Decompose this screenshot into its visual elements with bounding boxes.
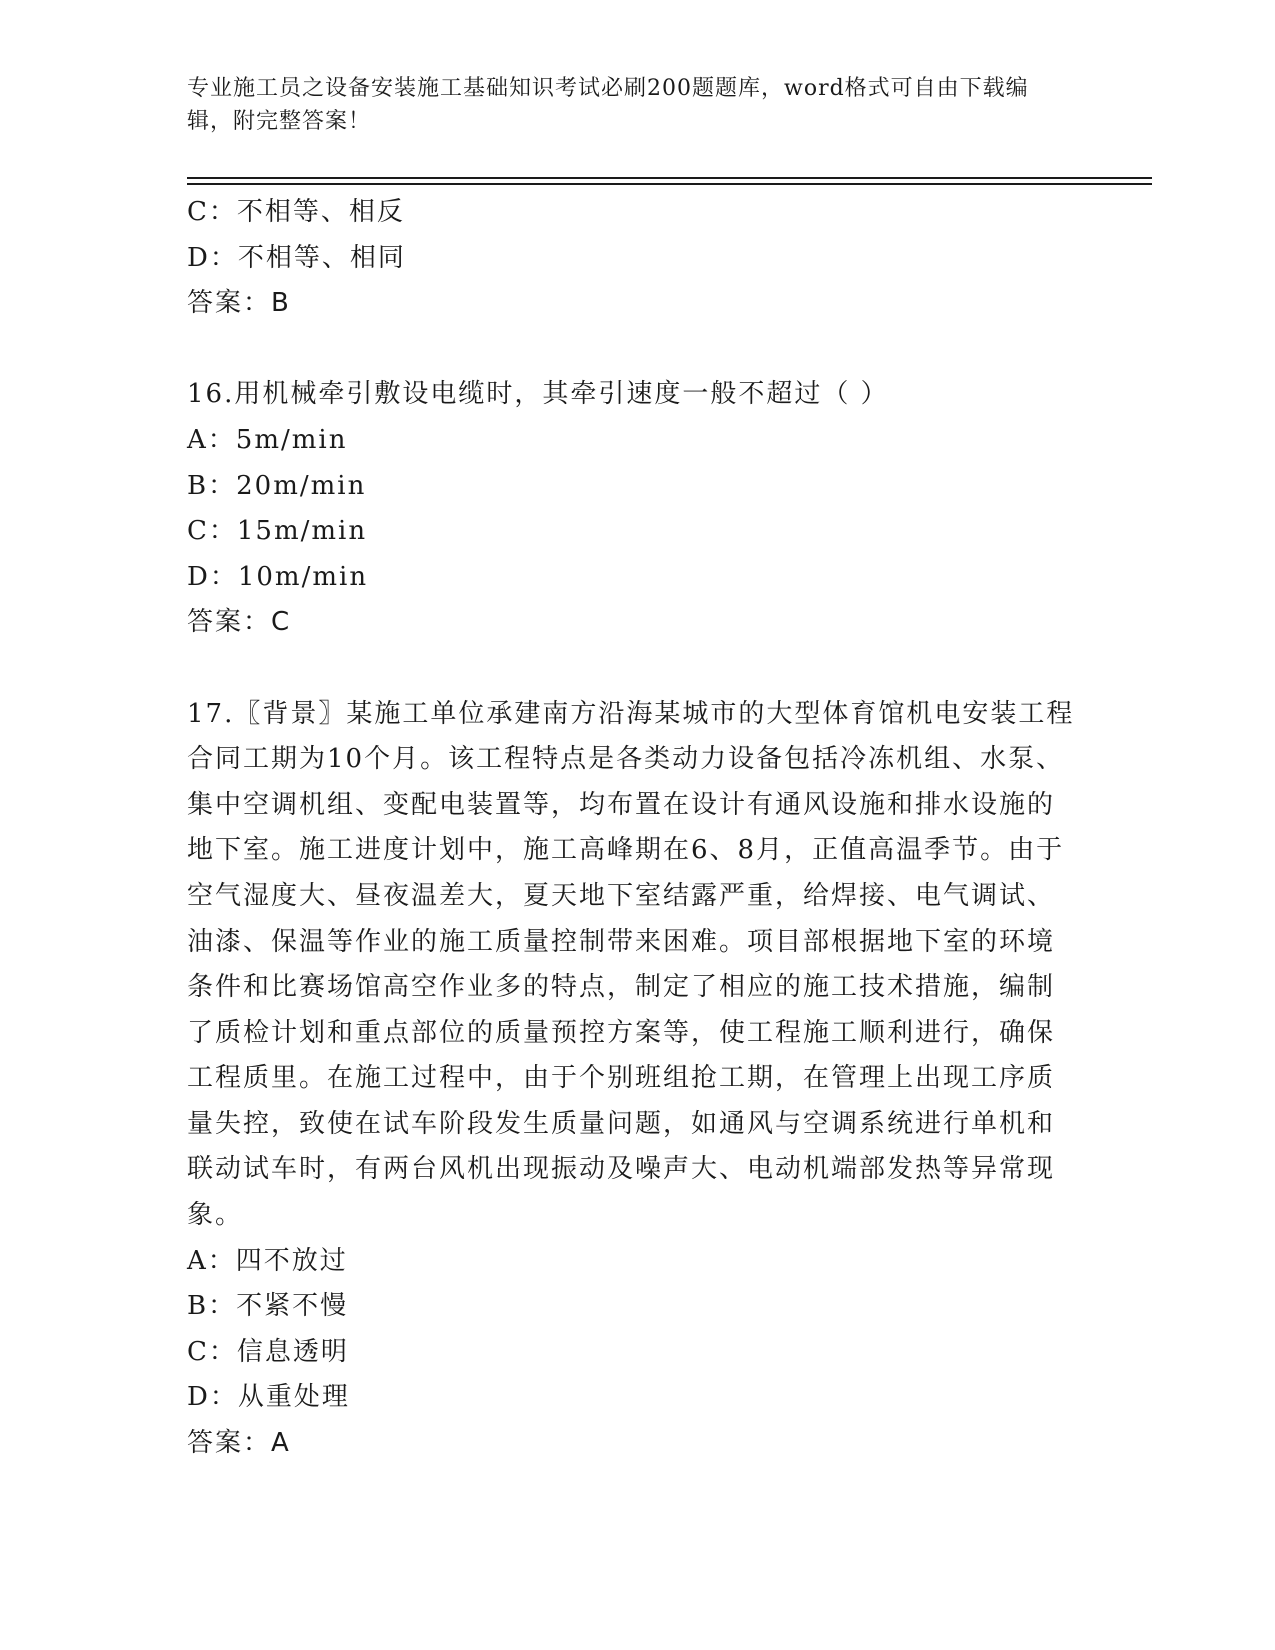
q17-option-b: B：不紧不慢 xyxy=(187,1291,349,1322)
spacer xyxy=(187,646,1087,692)
q16-option-c: C：15m/min xyxy=(187,516,368,547)
q17-option-a: A：四不放过 xyxy=(187,1245,348,1276)
q15-answer: 答案：B xyxy=(187,288,291,319)
q16-answer: 答案：C xyxy=(187,607,292,638)
q15-option-c: C：不相等、相反 xyxy=(187,197,405,227)
q17-option-d: D：从重处理 xyxy=(187,1382,350,1413)
document-body xyxy=(187,190,1087,1467)
q17-option-c: C：信息透明 xyxy=(187,1336,349,1367)
q17-answer: 答案：A xyxy=(187,1428,291,1459)
spacer xyxy=(187,327,1087,373)
header-divider-top xyxy=(187,177,1152,179)
q16-option-a: A：5m/min xyxy=(187,424,348,455)
document-header: 专业施工员之设备安装施工基础知识考试必刷200题题库，word格式可自由下载编辑，附完整答案！ xyxy=(187,76,1029,134)
q16-question: 16.用机械牵引敷设电缆时，其牵引速度一般不超过（ ） xyxy=(187,379,889,410)
header-divider-bottom xyxy=(187,183,1152,185)
q15-option-d: D：不相等、相同 xyxy=(187,242,406,273)
q16-option-d: D：10m/min xyxy=(187,561,369,592)
q17-question: 17.〖背景〗某施工单位承建南方沿海某城市的大型体育馆机电安装工程合同工期为10个月。该工程特点是各类动力设备包括冷冻机组、水泵、集中空调机组、变配电装置等，均布置在设计有通风设施和排水设施的地下室。施工进度计划中，施工高峰期在6、8月，正值高温季节。由于空气湿度大、昼夜温差大，夏天地下室结露严重，给焊接、电气调试、油漆、保温等作业的施工质量控制带来困难。项目部根据地下室的环境条件和比赛场馆高空作业多的特点，制定了相应的施工技术措施，编制了质检计划和重点部位的质量预控方案等，使工程施工顺利进行，确保工程质里。在施工过程中，由于个别班组抢工期，在管理上出现工序质量失控，致使在试车阶段发生质量问题，如通风与空调系统进行单机和联动试车时，有两台风机出现振动及噪声大、电动机端部发热等异常现象。 xyxy=(187,698,1075,1231)
q16-option-b: B：20m/min xyxy=(187,470,367,501)
